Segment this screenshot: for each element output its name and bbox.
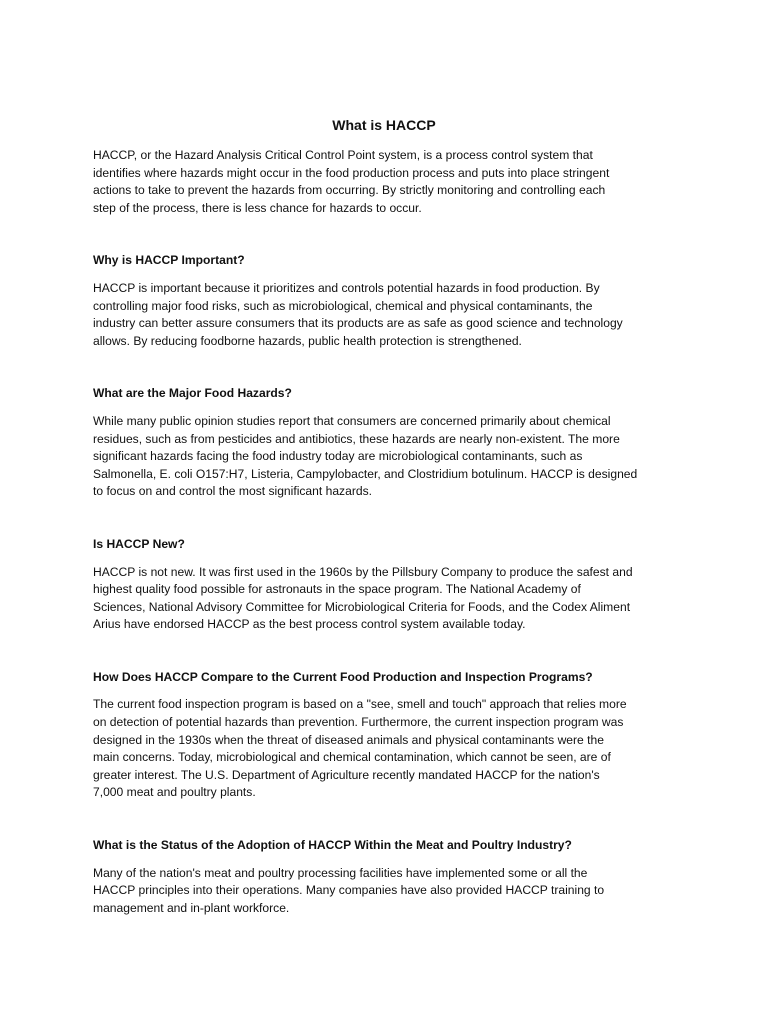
section-is-new xyxy=(93,536,675,634)
section-heading: How Does HACCP Compare to the Current Food Production and Inspection Programs? xyxy=(93,669,593,684)
section-adoption-status xyxy=(93,837,675,917)
intro-paragraph: HACCP, or the Hazard Analysis Critical Control Point system, is a process control system that identifies where hazards might occur in the food production process and puts into place stringent actions to take to prevent the hazards from occurring. By strictly monitoring and controlling each step of the process, there is less chance for hazards to occur. xyxy=(93,148,610,215)
section-major-hazards xyxy=(93,385,675,501)
section-heading: Why is HACCP Important? xyxy=(93,253,245,268)
section-body: While many public opinion studies report that consumers are concerned primarily about chemical residues, such as from pesticides and antibiotics, these hazards are nearly non-existent. The more significant hazards facing the food industry today are microbiological contaminants, such as Salmonella, E. coli O157:H7, Listeria, Campylobacter, and Clostridium botulinum. HACCP is designed to focus on and control the most significant hazards. xyxy=(93,413,638,499)
document-title: What is HACCP xyxy=(332,117,436,133)
section-heading: What are the Major Food Hazards? xyxy=(93,386,292,401)
section-heading: What is the Status of the Adoption of HACCP Within the Meat and Poultry Industry? xyxy=(93,838,572,853)
section-body: The current food inspection program is based on a "see, smell and touch" approach that relies more on detection of potential hazards than prevention. Furthermore, the current inspection program was designed in the 1930s when the threat of diseased animals and physical contaminants were the main concerns. Today, microbiological and chemical contamination, which cannot be seen, are of greater interest. The U.S. Department of Agriculture recently mandated HACCP for the nation's 7,000 meat and poultry plants. xyxy=(93,697,627,800)
document-page xyxy=(93,116,675,917)
section-body: HACCP is important because it prioritizes and controls potential hazards in food production. By controlling major food risks, such as microbiological, chemical and physical contaminants, the industry can better assure consumers that its products are as safe as good science and technology allows. By reducing foodborne hazards, public health protection is strengthened. xyxy=(93,280,623,348)
section-body: Many of the nation's meat and poultry processing facilities have implemented some or all the HACCP principles into their operations. Many companies have also provided HACCP training to management and in-plant workforce. xyxy=(93,865,605,915)
section-comparison xyxy=(93,669,675,802)
section-heading: Is HACCP New? xyxy=(93,536,185,551)
section-importance xyxy=(93,252,675,350)
section-body: HACCP is not new. It was first used in the 1960s by the Pillsbury Company to produce the safest and highest quality food possible for astronauts in the space program. The National Academy of Sciences, National Advisory Committee for Microbiological Criteria for Foods, and the Codex Aliment Arius have endorsed HACCP as the best process control system available today. xyxy=(93,564,633,632)
